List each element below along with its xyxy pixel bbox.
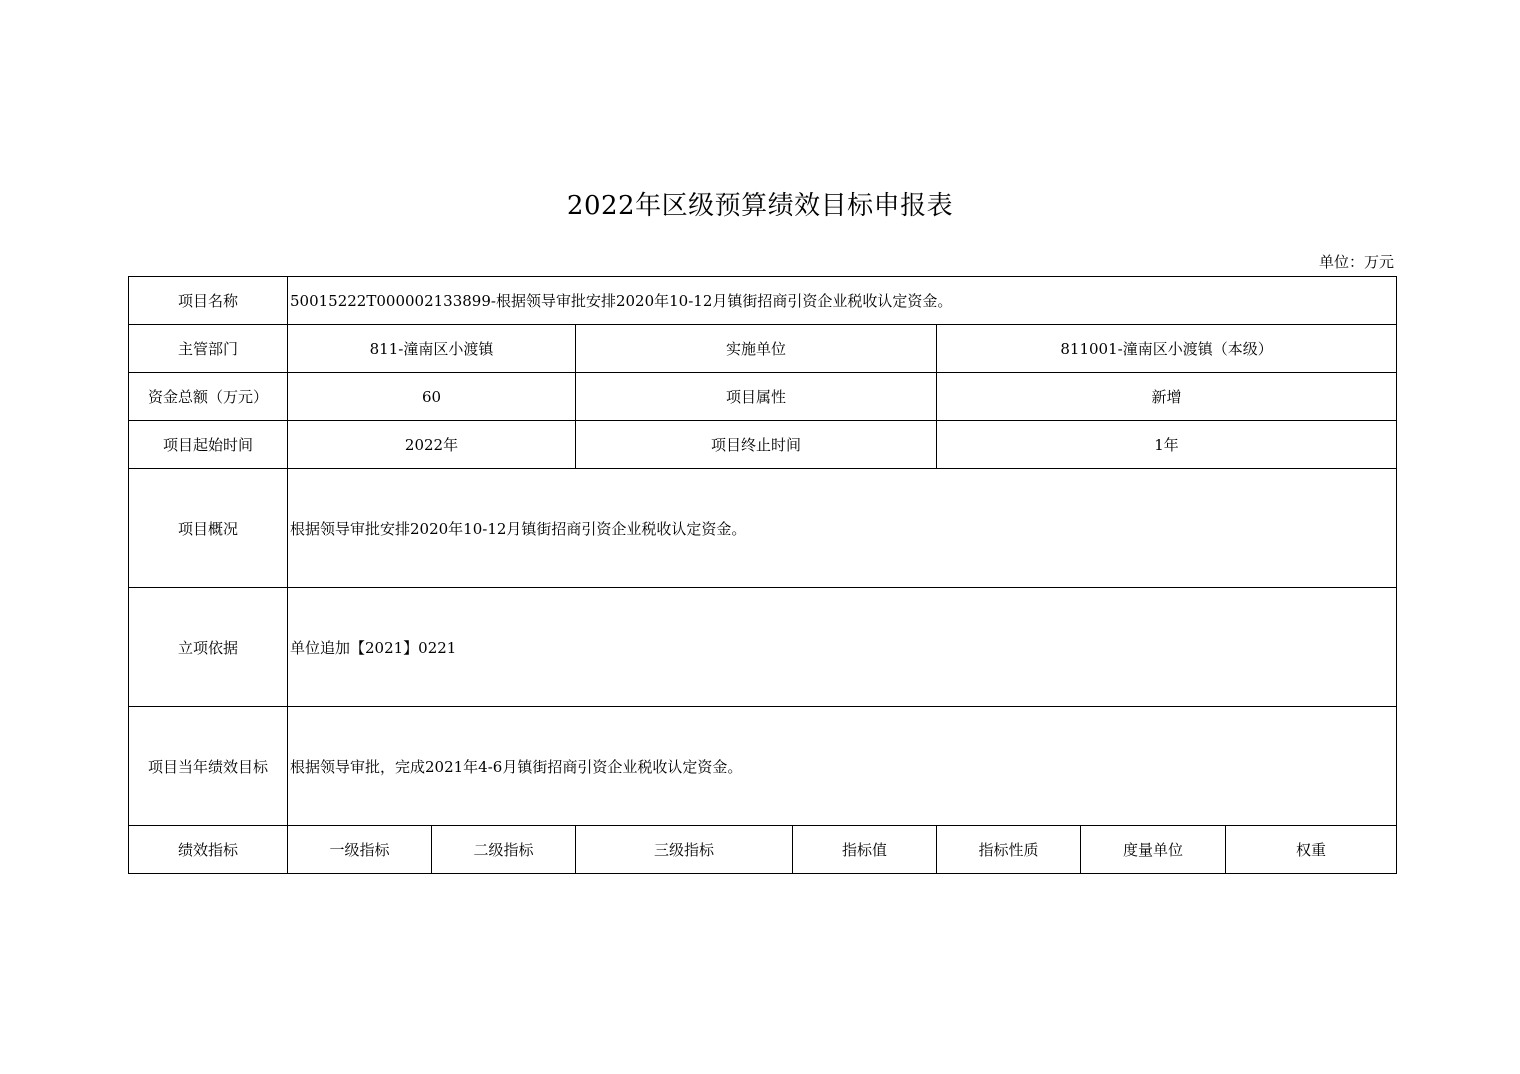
- department-label: 主管部门: [129, 325, 288, 373]
- row-funds: [129, 373, 1397, 421]
- end-time-label: 项目终止时间: [576, 421, 937, 469]
- row-indicators-header: [129, 826, 1397, 874]
- indicator-header-level2: 二级指标: [432, 826, 576, 874]
- implementing-unit-label: 实施单位: [576, 325, 937, 373]
- indicator-header-level3: 三级指标: [576, 826, 793, 874]
- row-basis: [129, 588, 1397, 707]
- project-name-value: 50015222T000002133899-根据领导审批安排2020年10-12月镇街招商引资企业税收认定资金。: [288, 277, 1397, 325]
- row-period: [129, 421, 1397, 469]
- project-attribute-value: 新增: [937, 373, 1397, 421]
- total-funds-label: 资金总额（万元）: [129, 373, 288, 421]
- indicator-header-weight: 权重: [1226, 826, 1397, 874]
- indicator-header-nature: 指标性质: [937, 826, 1081, 874]
- row-annual-goal: [129, 707, 1397, 826]
- budget-form-table: [128, 276, 1397, 874]
- start-time-value: 2022年: [288, 421, 576, 469]
- annual-goal-value: 根据领导审批，完成2021年4-6月镇街招商引资企业税收认定资金。: [288, 707, 1397, 826]
- overview-label: 项目概况: [129, 469, 288, 588]
- start-time-label: 项目起始时间: [129, 421, 288, 469]
- department-value: 811-潼南区小渡镇: [288, 325, 576, 373]
- implementing-unit-value: 811001-潼南区小渡镇（本级）: [937, 325, 1397, 373]
- indicator-header-value: 指标值: [793, 826, 937, 874]
- indicators-label: 绩效指标: [129, 826, 288, 874]
- project-attribute-label: 项目属性: [576, 373, 937, 421]
- total-funds-value: 60: [288, 373, 576, 421]
- end-time-value: 1年: [937, 421, 1397, 469]
- row-department: [129, 325, 1397, 373]
- indicator-header-level1: 一级指标: [288, 826, 432, 874]
- basis-value: 单位追加【2021】0221: [288, 588, 1397, 707]
- project-name-label: 项目名称: [129, 277, 288, 325]
- unit-note: 单位：万元: [1318, 253, 1394, 271]
- row-project-name: [129, 277, 1397, 325]
- overview-value: 根据领导审批安排2020年10-12月镇街招商引资企业税收认定资金。: [288, 469, 1397, 588]
- indicator-header-unit: 度量单位: [1081, 826, 1226, 874]
- page-title: 2022年区级预算绩效目标申报表: [566, 191, 954, 221]
- annual-goal-label: 项目当年绩效目标: [129, 707, 288, 826]
- row-overview: [129, 469, 1397, 588]
- basis-label: 立项依据: [129, 588, 288, 707]
